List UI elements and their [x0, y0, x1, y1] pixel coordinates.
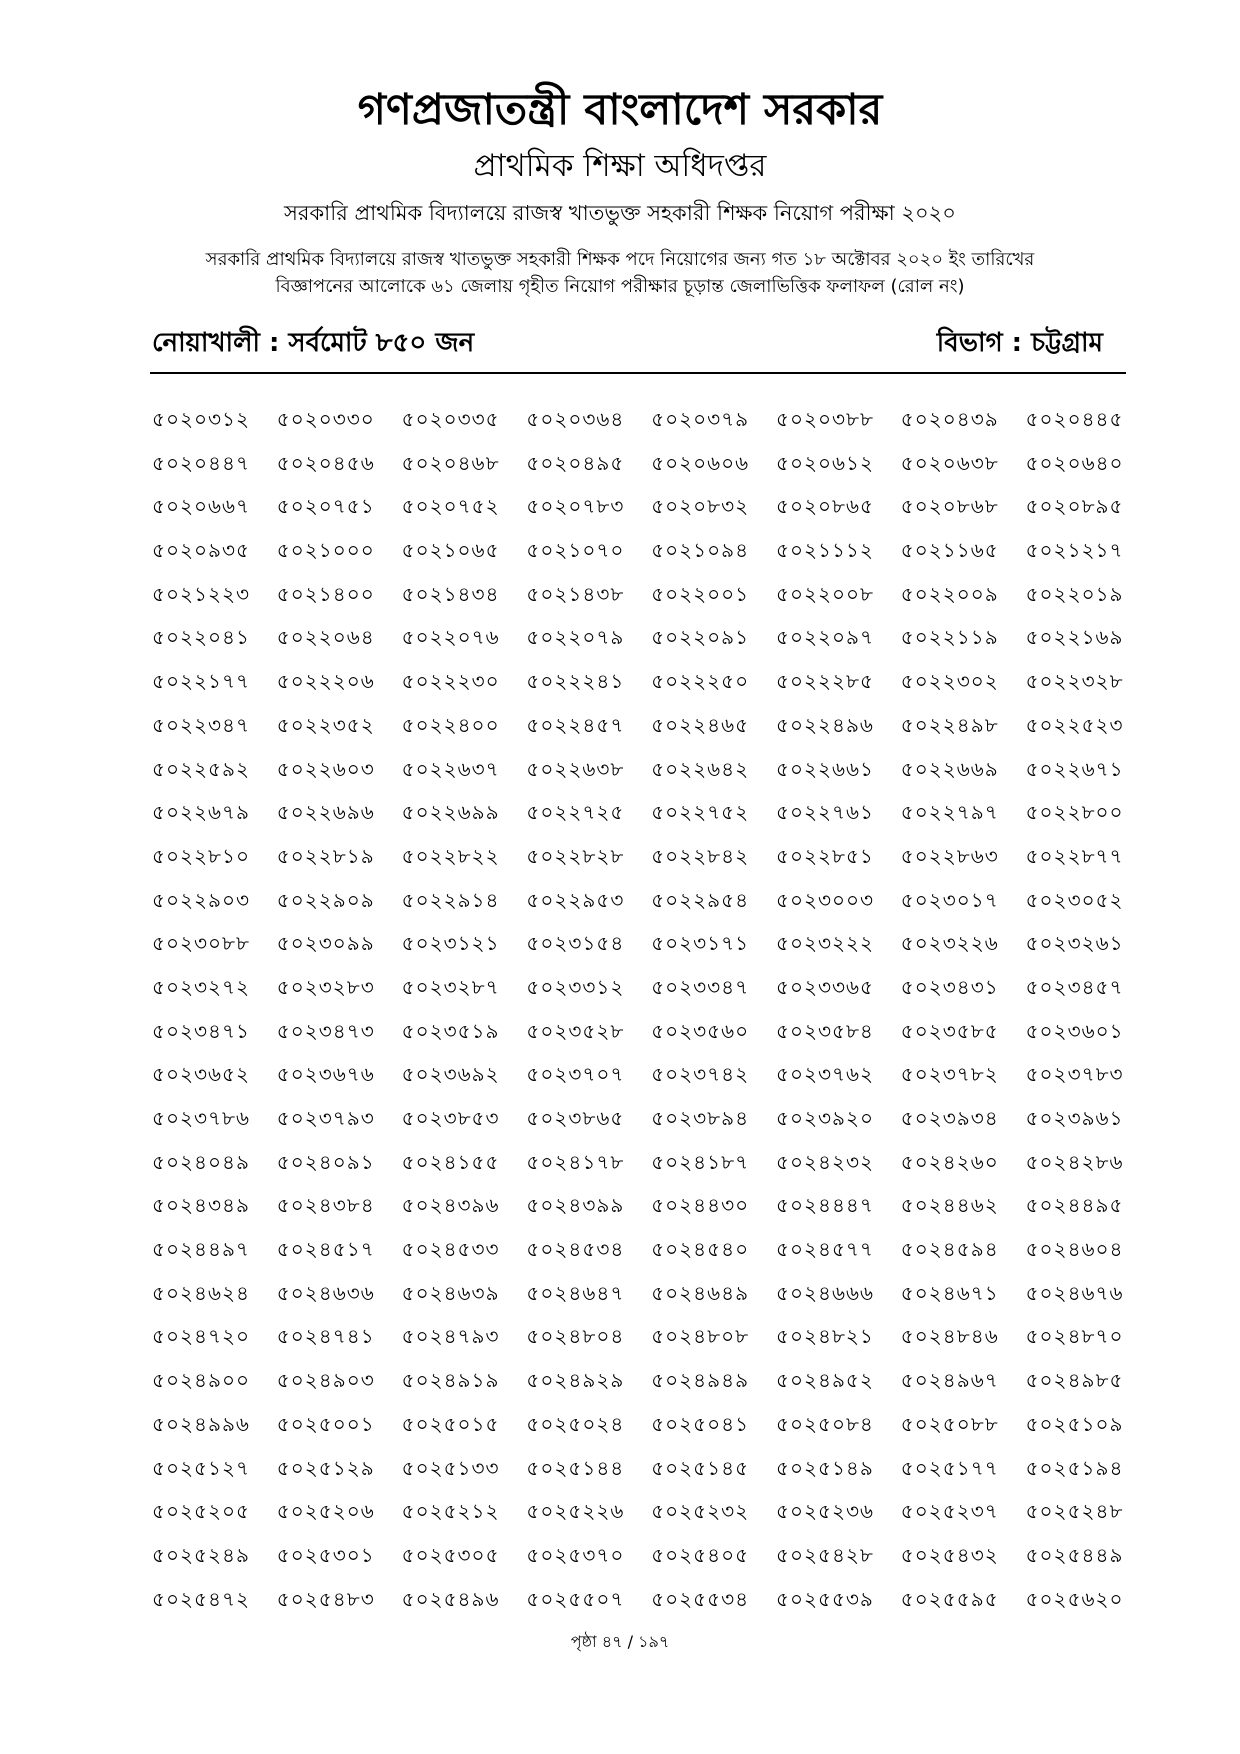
roll-number: ৫০২৩১৫৪ — [526, 931, 625, 956]
roll-number: ৫০২৩৪৫৭ — [1025, 974, 1124, 999]
roll-number: ৫০২৫৩০১ — [276, 1542, 375, 1567]
description-line-2: বিজ্ঞাপনের আলোকে ৬১ জেলায় গৃহীত নিয়োগ পরীক্ষার চূড়ান্ত জেলাভিত্তিক ফলাফল (রোল নং) — [275, 276, 965, 297]
roll-number: ৫০২২৯১৪ — [401, 887, 500, 912]
roll-number: ৫০২৪৬৭১ — [900, 1280, 999, 1305]
roll-number: ৫০২২৭৬১ — [775, 800, 874, 825]
roll-number: ৫০২১০৯৪ — [651, 538, 750, 563]
roll-number: ৫০২৩৭৪২ — [651, 1062, 750, 1087]
roll-number: ৫০২২০০১ — [651, 581, 750, 606]
roll-number: ৫০২৫১৪৫ — [651, 1455, 750, 1480]
roll-number: ৫০২১২২৩ — [152, 581, 250, 606]
roll-number: ৫০২৩৩৬৫ — [775, 974, 874, 999]
roll-number: ৫০২২০১৯ — [1025, 581, 1124, 606]
roll-number: ৫০২৪৭২০ — [152, 1324, 250, 1349]
roll-number: ৫০২৪৫৪০ — [651, 1237, 750, 1262]
roll-number: ৫০২৫১৭৭ — [900, 1455, 999, 1480]
roll-number: ৫০২২৩৪৭ — [152, 712, 250, 737]
roll-number: ৫০২৩২৮৩ — [276, 974, 375, 999]
roll-number: ৫০২৩৮৯৪ — [651, 1106, 750, 1130]
roll-number: ৫০২৩৫৮৫ — [900, 1018, 999, 1043]
roll-number: ৫০২০৪৩৯ — [900, 407, 999, 431]
roll-number: ৫০২৩০৮৮ — [152, 931, 250, 956]
roll-number-grid — [152, 402, 1128, 1625]
roll-number: ৫০২২৩২৮ — [1025, 669, 1124, 694]
roll-number: ৫০২০৪৪৫ — [1025, 407, 1124, 431]
roll-number: ৫০২২৮২৮ — [526, 843, 625, 868]
roll-number: ৫০২২৪৬৫ — [651, 712, 750, 737]
roll-number: ৫০২৪৬৪৯ — [651, 1280, 750, 1305]
roll-number: ৫০২৪৮০৪ — [526, 1324, 625, 1349]
description-line-1: সরকারি প্রাথমিক বিদ্যালয়ে রাজস্ব খাতভুক্ত সহকারী শিক্ষক পদে নিয়োগের জন্য গত ১৮ অক্টোবর ২০২০ ইং তারিখের — [205, 249, 1035, 270]
roll-number: ৫০২০৭৮৩ — [526, 494, 625, 519]
roll-number: ৫০২৪৫৩৪ — [526, 1237, 625, 1262]
roll-number: ৫০২১০৬৫ — [401, 538, 500, 563]
roll-number: ৫০২৩১৭১ — [651, 931, 750, 956]
roll-number: ৫০২৪৮২১ — [775, 1324, 874, 1349]
roll-number: ৫০২৩৭৯৩ — [276, 1106, 375, 1130]
roll-number: ৫০২২৪৯৮ — [900, 712, 999, 737]
roll-number: ৫০২২৯৫৪ — [651, 887, 750, 912]
roll-number: ৫০২৪৬৩৯ — [401, 1280, 500, 1305]
roll-number: ৫০২৪৫১৭ — [276, 1237, 375, 1262]
roll-number: ৫০২৩৮৫৩ — [401, 1106, 500, 1130]
government-title: গণপ্রজাতন্ত্রী বাংলাদেশ সরকার — [357, 85, 883, 135]
roll-number: ৫০২০৪৬৮ — [401, 450, 500, 475]
roll-number: ৫০২৪৩৯৯ — [526, 1193, 625, 1218]
roll-number: ৫০২২২৩০ — [401, 669, 500, 694]
roll-number: ৫০২২০৬৪ — [276, 625, 375, 650]
roll-number: ৫০২২৯০৩ — [152, 887, 250, 912]
roll-number: ৫০২২৮৪২ — [651, 843, 750, 868]
roll-number: ৫০২০৬৬৭ — [152, 494, 251, 519]
roll-number: ৫০২৫২৩৭ — [900, 1499, 999, 1524]
roll-number: ৫০২৫২১২ — [401, 1499, 500, 1524]
roll-number: ৫০২৩০৫২ — [1025, 887, 1124, 912]
roll-number: ৫০২১১৬৫ — [900, 538, 999, 563]
roll-number: ৫০২৩৩১২ — [526, 974, 625, 999]
roll-number: ৫০২৫২৩২ — [651, 1499, 750, 1524]
district-total: নোয়াখালী : সর্বমোট ৮৫০ জন — [152, 328, 475, 358]
roll-number: ৫০২৪৪৩০ — [651, 1193, 750, 1218]
roll-number: ৫০২০৩৩০ — [276, 407, 375, 431]
roll-number: ৫০২৩৭৮২ — [900, 1062, 999, 1087]
roll-number: ৫০২৫২৪৯ — [152, 1542, 250, 1567]
roll-number: ৫০২৪৪৯৫ — [1025, 1193, 1124, 1218]
roll-number: ৫০২৩২২২ — [775, 931, 874, 956]
roll-number: ৫০২৪৪৯৭ — [152, 1237, 250, 1262]
roll-number: ৫০২০৩৬৪ — [526, 407, 625, 431]
roll-number: ৫০২৩৫১৯ — [401, 1018, 500, 1043]
roll-number: ৫০২৪১৮৭ — [651, 1149, 750, 1174]
roll-number: ৫০২০৩৮৮ — [775, 407, 874, 431]
roll-number: ৫০২৪৮৭০ — [1025, 1324, 1124, 1349]
roll-number: ৫০২৩৭৬২ — [775, 1062, 874, 1087]
roll-number: ৫০২৩০০৩ — [775, 887, 874, 912]
roll-number: ৫০২০৬০৬ — [651, 450, 750, 475]
roll-number: ৫০২৪৬৬৬ — [775, 1280, 874, 1305]
roll-number: ৫০২৫০৮৪ — [775, 1411, 874, 1436]
roll-number: ৫০২৫৪২৮ — [775, 1542, 874, 1567]
roll-number: ৫০২০৬৩৮ — [900, 450, 999, 475]
roll-number: ৫০২৫০৮৮ — [900, 1411, 999, 1436]
roll-number: ৫০২৪৩৯৬ — [401, 1193, 500, 1218]
roll-number: ৫০২৪৬৪৭ — [526, 1280, 625, 1305]
roll-number: ৫০২২৩৫২ — [276, 712, 375, 737]
roll-number: ৫০২৫০৪১ — [651, 1411, 750, 1436]
roll-number: ৫০২২০০৮ — [775, 581, 874, 606]
roll-number: ৫০২২৮১৯ — [276, 843, 375, 868]
roll-number: ৫০২২০৯৭ — [775, 625, 874, 650]
roll-number: ৫০২৪৪৪৭ — [775, 1193, 874, 1218]
roll-number: ৫০২৫৪৭২ — [152, 1586, 250, 1611]
roll-number: ৫০২২২০৬ — [276, 669, 375, 694]
roll-number: ৫০২২৬৬৯ — [900, 756, 999, 781]
roll-number: ৫০২২৮১০ — [152, 843, 250, 868]
roll-number: ৫০২২৬৪২ — [651, 756, 750, 781]
roll-number: ৫০২২২৮৫ — [775, 669, 874, 694]
roll-number: ৫০২৩৭০৭ — [526, 1062, 625, 1087]
exam-title: সরকারি প্রাথমিক বিদ্যালয়ে রাজস্ব খাতভুক্ত সহকারী শিক্ষক নিয়োগ পরীক্ষা ২০২০ — [284, 201, 956, 225]
roll-number: ৫০২৪৯৫২ — [775, 1368, 874, 1393]
roll-number: ৫০২২৪৯৬ — [775, 712, 874, 737]
roll-number: ৫০২৩১২১ — [401, 931, 500, 956]
roll-number: ৫০২৫৩৭০ — [526, 1542, 625, 1567]
roll-number: ৫০২২৬৭৯ — [152, 800, 250, 825]
roll-number: ৫০২০৭৫২ — [401, 494, 500, 519]
roll-number: ৫০২০৪৪৭ — [152, 450, 250, 475]
roll-number: ৫০২৪৫৩৩ — [401, 1237, 500, 1262]
roll-number: ৫০২৪০৯১ — [276, 1149, 375, 1174]
roll-number: ৫০২২৭৯৭ — [900, 800, 999, 825]
roll-number: ৫০২২৬৩৮ — [526, 756, 625, 781]
roll-number: ৫০২২৬৭১ — [1025, 756, 1124, 781]
roll-number: ৫০২৫৫০৭ — [526, 1586, 625, 1611]
roll-number: ৫০২২৭২৫ — [526, 800, 625, 825]
roll-number: ৫০২২৮২২ — [401, 843, 500, 868]
roll-number: ৫০২৪১৫৫ — [401, 1149, 500, 1174]
roll-number: ৫০২৩৭৮৬ — [152, 1106, 250, 1130]
roll-number: ৫০২৫৫৩৪ — [651, 1586, 750, 1611]
roll-number: ৫০২৫৫৯৫ — [900, 1586, 999, 1611]
roll-number: ৫০২৩৯৩৪ — [900, 1106, 999, 1130]
roll-number: ৫০২৪০৪৯ — [152, 1149, 250, 1174]
roll-number: ৫০২৪৯০০ — [152, 1368, 250, 1393]
roll-number: ৫০২৩২৬১ — [1025, 931, 1124, 956]
roll-number: ৫০২৪২৩২ — [775, 1149, 874, 1174]
roll-number: ৫০২৪৫৭৭ — [775, 1237, 874, 1262]
roll-number: ৫০২৩৭৮৩ — [1025, 1062, 1124, 1087]
roll-number: ৫০২৩২৭২ — [152, 974, 251, 999]
roll-number: ৫০২২৮৬৩ — [900, 843, 999, 868]
roll-number: ৫০২৪৯২৯ — [526, 1368, 625, 1393]
roll-number: ৫০২০৪৯৫ — [526, 450, 625, 475]
roll-number: ৫০২২৪০০ — [401, 712, 500, 737]
roll-number: ৫০২২৬৯৬ — [276, 800, 375, 825]
roll-number: ৫০২৫৪৮৩ — [276, 1586, 375, 1611]
roll-number: ৫০২০৮৯৫ — [1025, 494, 1124, 519]
roll-number: ৫০২৫১২৭ — [152, 1455, 250, 1480]
roll-number: ৫০২৫২০৬ — [276, 1499, 375, 1524]
roll-number: ৫০২৫২২৬ — [526, 1499, 625, 1524]
roll-number: ৫০২৩৫২৮ — [526, 1018, 625, 1043]
roll-number: ৫০২৩৪৭৩ — [276, 1018, 375, 1043]
roll-number: ৫০২৩৬৫২ — [152, 1062, 250, 1087]
roll-number: ৫০২৫৪৯৬ — [401, 1586, 500, 1611]
roll-number: ৫০২২৮৭৭ — [1025, 843, 1124, 868]
roll-number: ৫০২২৫৯২ — [152, 756, 250, 781]
roll-number: ৫০২২০৪১ — [152, 625, 250, 650]
roll-number: ৫০২৫১৪৯ — [775, 1455, 874, 1480]
roll-number: ৫০২০৮৬৫ — [775, 494, 874, 519]
roll-number: ৫০২২১১৯ — [900, 625, 999, 650]
roll-number: ৫০২৪৬২৪ — [152, 1280, 250, 1305]
roll-number: ৫০২৫৪৪৯ — [1025, 1542, 1124, 1567]
roll-number: ৫০২২৮৫১ — [775, 843, 874, 868]
roll-number: ৫০২২৩০২ — [900, 669, 999, 694]
roll-number: ৫০২১২১৭ — [1025, 538, 1124, 563]
roll-number: ৫০২২২৫০ — [651, 669, 750, 694]
roll-number: ৫০২৪৪৬২ — [900, 1193, 999, 1218]
roll-number: ৫০২০৮৬৮ — [900, 494, 999, 519]
roll-number: ৫০২৫১৪৪ — [526, 1455, 625, 1480]
roll-number: ৫০২৪৩৮৪ — [276, 1193, 375, 1218]
roll-number: ৫০২২০৭৯ — [526, 625, 625, 650]
roll-number: ৫০২২০৭৬ — [401, 625, 500, 650]
roll-number: ৫০২২৪৫৭ — [526, 712, 625, 737]
roll-number: ৫০২০৭৫১ — [276, 494, 375, 519]
roll-number: ৫০২৫০২৪ — [526, 1411, 625, 1436]
roll-number: ৫০২৩০৯৯ — [276, 931, 375, 956]
roll-number: ৫০২২৬৬১ — [775, 756, 874, 781]
roll-number: ৫০২১১১২ — [775, 538, 874, 563]
roll-number: ৫০২৪৯৪৯ — [651, 1368, 750, 1393]
roll-number: ৫০২০৪৫৬ — [276, 450, 375, 475]
roll-number: ৫০২৩৫৬০ — [651, 1018, 750, 1043]
page-number: পৃষ্ঠা ৪৭ / ১৯৭ — [570, 1632, 670, 1651]
roll-number: ৫০২৪১৭৮ — [526, 1149, 625, 1174]
roll-number: ৫০২৪৮৪৬ — [900, 1324, 999, 1349]
division-label: বিভাগ : চট্টগ্রাম — [936, 328, 1103, 358]
roll-number: ৫০২৫২৩৬ — [775, 1499, 874, 1524]
roll-number: ৫০২০৩৭৯ — [651, 407, 750, 431]
roll-number: ৫০২০৯৩৫ — [152, 538, 250, 563]
roll-number: ৫০২১০০০ — [276, 538, 375, 563]
roll-number: ৫০২৫২৪৮ — [1025, 1499, 1124, 1524]
roll-number: ৫০২৪৭৪১ — [276, 1324, 375, 1349]
roll-number: ৫০২৪৯০৩ — [276, 1368, 375, 1393]
roll-number: ৫০২১৪৩৮ — [526, 581, 625, 606]
roll-number: ৫০২৫৬২০ — [1025, 1586, 1124, 1611]
roll-number: ৫০২৪৬০৪ — [1025, 1237, 1124, 1262]
roll-number: ৫০২৫১৩৩ — [401, 1455, 500, 1480]
roll-number: ৫০২৪৭৯৩ — [401, 1324, 500, 1349]
roll-number: ৫০২১৪০০ — [276, 581, 375, 606]
roll-number: ৫০২৫৩০৫ — [401, 1542, 500, 1567]
roll-number: ৫০২৩৪৩১ — [900, 974, 999, 999]
roll-number: ৫০২৫১৯৪ — [1025, 1455, 1124, 1480]
roll-number: ৫০২২৮০০ — [1025, 800, 1124, 825]
roll-number: ৫০২৩৯৬১ — [1025, 1106, 1124, 1130]
roll-number: ৫০২০৮৩২ — [651, 494, 750, 519]
roll-number: ৫০২২০০৯ — [900, 581, 999, 606]
roll-number: ৫০২৩৮৬৫ — [526, 1106, 625, 1130]
roll-number: ৫০২২৬৯৯ — [401, 800, 500, 825]
roll-number: ৫০২৪৬৩৬ — [276, 1280, 375, 1305]
roll-number: ৫০২১০৭০ — [526, 538, 625, 563]
roll-number: ৫০২২০৯১ — [651, 625, 750, 650]
roll-number: ৫০২২১৭৭ — [152, 669, 250, 694]
roll-number: ৫০২৪৯৬৭ — [900, 1368, 999, 1393]
roll-number: ৫০২৩৫৮৪ — [775, 1018, 874, 1043]
roll-number: ৫০২৩৬৯২ — [401, 1062, 500, 1087]
roll-number: ৫০২০৩৩৫ — [401, 407, 500, 431]
roll-number: ৫০২০৬৪০ — [1025, 450, 1124, 475]
roll-number: ৫০২২৭৫২ — [651, 800, 750, 825]
roll-number: ৫০২৫৫৩৯ — [775, 1586, 874, 1611]
roll-number: ৫০২৪৯৯৬ — [152, 1411, 250, 1436]
roll-number: ৫০২৪৯১৯ — [401, 1368, 500, 1393]
roll-number: ৫০২৪৫৯৪ — [900, 1237, 999, 1262]
roll-number: ৫০২৩৪৭১ — [152, 1018, 250, 1043]
roll-number: ৫০২৫৪৩২ — [900, 1542, 999, 1567]
roll-number: ৫০২২৬৩৭ — [401, 756, 500, 781]
roll-number: ৫০২৪৯৮৫ — [1025, 1368, 1124, 1393]
roll-number: ৫০২৩৯২০ — [775, 1106, 874, 1130]
roll-number: ৫০২০৩১২ — [152, 407, 250, 431]
roll-number: ৫০২৫০০১ — [276, 1411, 375, 1436]
roll-number: ৫০২৫২০৫ — [152, 1499, 250, 1524]
roll-number: ৫০২০৬১২ — [775, 450, 874, 475]
header-divider — [150, 372, 1126, 374]
roll-number: ৫০২৩০১৭ — [900, 887, 999, 912]
roll-number: ৫০২৩৩৪৭ — [651, 974, 750, 999]
roll-number: ৫০২২৯৫৩ — [526, 887, 625, 912]
roll-number: ৫০২৫৪০৫ — [651, 1542, 750, 1567]
roll-number: ৫০২২৯০৯ — [276, 887, 375, 912]
department-title: প্রাথমিক শিক্ষা অধিদপ্তর — [473, 148, 767, 184]
roll-number: ৫০২৩২২৬ — [900, 931, 999, 956]
roll-number: ৫০২২১৬৯ — [1025, 625, 1124, 650]
roll-number: ৫০২৩৬৭৬ — [276, 1062, 375, 1087]
roll-number: ৫০২৪৩৪৯ — [152, 1193, 250, 1218]
roll-number: ৫০২৫১০৯ — [1025, 1411, 1124, 1436]
roll-number: ৫০২২২৪১ — [526, 669, 625, 694]
roll-number: ৫০২৪৬৭৬ — [1025, 1280, 1124, 1305]
roll-number: ৫০২২৬০৩ — [276, 756, 375, 781]
roll-number: ৫০২২৫২৩ — [1025, 712, 1124, 737]
roll-number: ৫০২৪২৬০ — [900, 1149, 999, 1174]
roll-number: ৫০২৩২৮৭ — [401, 974, 500, 999]
roll-number: ৫০২৩৬০১ — [1025, 1018, 1124, 1043]
roll-number: ৫০২১৪৩৪ — [401, 581, 500, 606]
roll-number: ৫০২৫১২৯ — [276, 1455, 375, 1480]
roll-number: ৫০২৫০১৫ — [401, 1411, 500, 1436]
roll-number: ৫০২৪২৮৬ — [1025, 1149, 1124, 1174]
roll-number: ৫০২৪৮০৮ — [651, 1324, 750, 1349]
